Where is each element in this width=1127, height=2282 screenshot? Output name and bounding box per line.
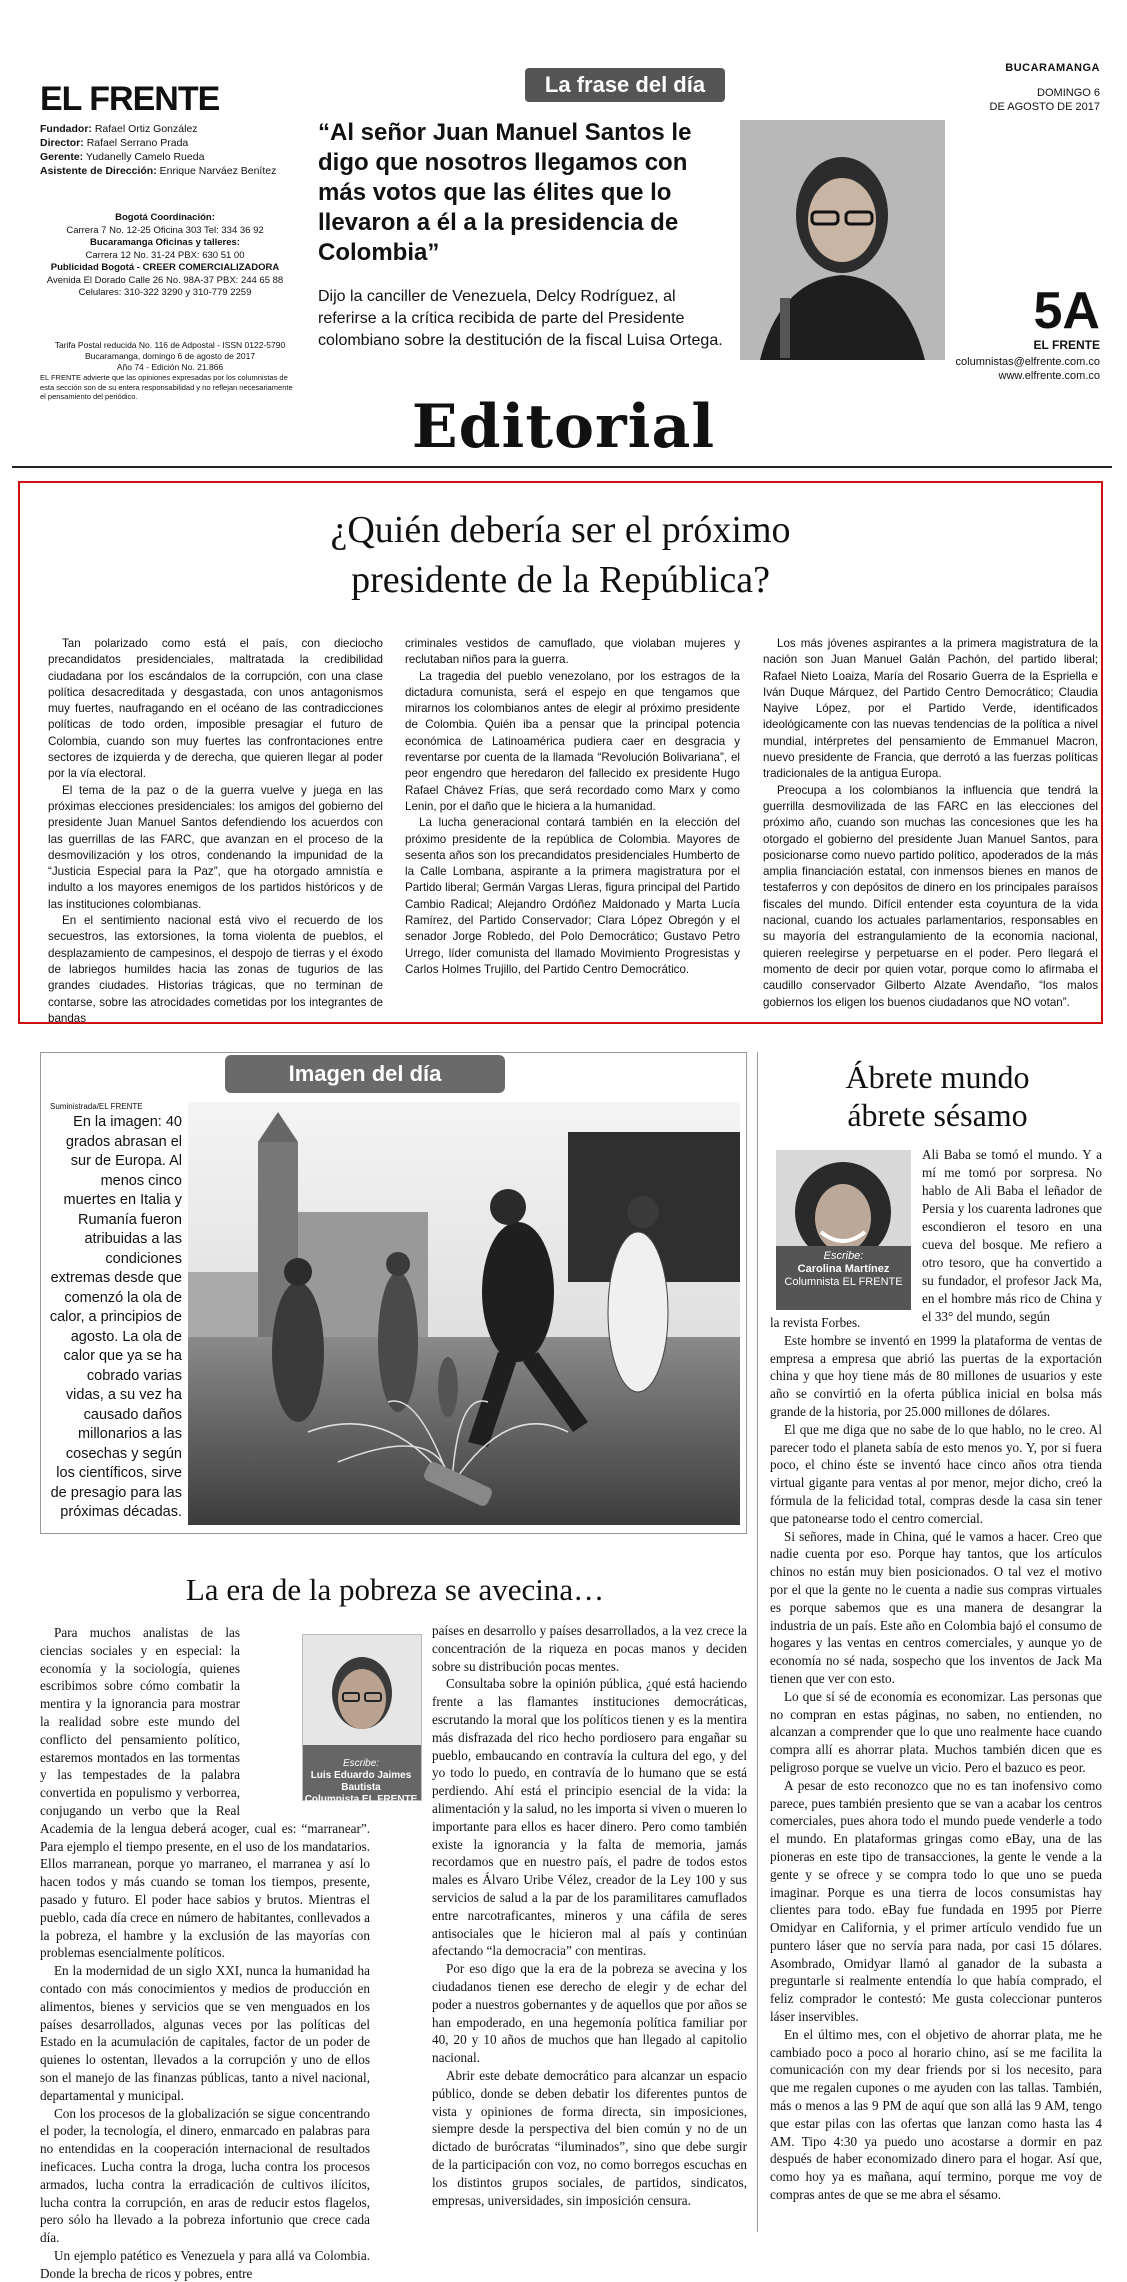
- paragraph: La lucha generacional contará también en la elección del próximo presidente de la república de Colombia. Mayores de sesenta años son los precandidatos presidenciales Humberto de la Calle Lombana, aspirante a la primera magistratura por el Partido liberal; Germán Vargas Lleras, figura principal del Partido Cambio Radical; Alejandro Ordóñez Maldonado y Marta Lucía Ramírez, del Partido Conservador; Clara López Obregón y el senador Jorge Robledo, del Polo Democrático; Gustavo Petro Urrego, líder comunista del llamado Movimiento Progresistas y Carlos Holmes Trujillo, del Partido Centro Democrático.: [405, 816, 740, 976]
- section-divider: [12, 466, 1112, 468]
- quote-of-the-day: “Al señor Juan Manuel Santos le digo que nosotros llegamos con más votos que las élites que lo llevaron a él a la presidencia de Colombia”: [318, 119, 692, 266]
- author-role: Columnista EL FRENTE: [304, 1794, 418, 1805]
- heatwave-photo: [188, 1102, 740, 1525]
- paragraph: Si señores, made in China, qué le vamos a hacer. Creo que nadie cuenta por eso. Porque hay tantos, que los artículos chinos no están muy bien posicionados. O tal vez el motivo por el que la gente no le cuenta a nadie sus compras virtuales es porque sabemos que es una manera de desangrar la industria de un país. Este año en Colombia bajó el consumo de hogares y las ventas en centros comerciales, y aunque yo de economía no sé nada, sospecho que los inventos de Jack Ma tienen que ver con esto.: [770, 1528, 1102, 1686]
- contact-line: Carrera 7 No. 12-25 Oficina 303 Tel: 334 36 92: [66, 224, 264, 236]
- contact-line: Celulares: 310-322 3290 y 310-779 2259: [78, 287, 252, 298]
- contact-info: [40, 212, 290, 300]
- tarifa-line: Año 74 - Edición No. 21.866: [116, 362, 224, 372]
- quote-caption: Dijo la canciller de Venezuela, Delcy Rodríguez, al referirse a la crítica recibida de parte del Presidente colombiano sobre la destitución de la fiscal Luisa Ortega.: [318, 288, 723, 349]
- byline-prefix: Escribe:: [342, 1758, 380, 1769]
- image-of-the-day-label: Imagen del día: [225, 1055, 505, 1093]
- paragraph: A pesar de esto reconozco que no es tan inofensivo como parece, pues también presiento que se van a acabar los centros comerciales, pues ahora todo el mundo puede venderle a todo el mundo. En plataformas gringas como eBay, una de las pioneras en este tipo de transacciones, la gente le vende a la gente y se ofrece y se compra todo lo que uno se pueda imaginar. Porque es una tierra de locos consumistas hay clientes para todo. eBay fue fundada en 1995 por Pierre Omidyar en California, y el primer artículo vendido fue un puntero láser que no servía para nada, por casi 15 dólares. Asombrado, Omidyar llamó al ganador de la subasta a preguntarle si realmente entendía lo que había comprado, el feliz comprador le contestó: Me gusta coleccionar punteros láser inservibles.: [770, 1777, 1102, 2025]
- author-name: Luis Eduardo Jaimes Bautista: [310, 1770, 412, 1793]
- paragraph: El tema de la paz o de la guerra vuelve y juega en las próximas elecciones presidenciales: los amigos del gobierno del presidente Juan Manuel Santos defendiendo los acuerdos con las guerrillas de las FARC, que avanzan en el proceso de la desmovilización y los otros, condenando la impunidad de la “Justicia Especial para la Paz”, que ha otorgado amnistía e indulto a los mayores enemigos de los partidos históricos y de las instituciones colombianas.: [48, 783, 383, 911]
- photo-credit: Suministrada/EL FRENTE: [50, 1102, 143, 1111]
- paragraph: Abrir este debate democrático para alcanzar un espacio público, donde se deben debatir los diferentes puntos de vista y opiniones de forma directa, sin imposiciones, siempre desde la perspectiva del bien común y no de un dictado de burócratas “iluminados”, sino que debe surgir de la participación con voz, no como borregos escuchas en los distintos grupos sociales, de partidos, sindicatos, empresas, universidades, sin imposición censura.: [432, 2067, 747, 2208]
- article-headline: La era de la pobreza se avecina…: [185, 1572, 605, 1607]
- paragraph: Preocupa a los colombianos la influencia que tendrá la guerrilla desmovilizada de las FARC en las elecciones del próximo año, cuando son muchas las concesiones que les ha otorgado el gobierno del presidente Juan Manuel Santos, para posicionarse como nuevo partido político, apoderados de la más amplia financiación estatal, con inmensos bienes en manos de testaferros y con depósitos de dinero en los principales paraísos fiscales del mundo. Difícil entender esta coyuntura de la vida nacional, cuando los actuales parlamentarios, responsables en su mayoría del estrangulamiento de la economía nacional, quieren reelegirse y perpetuarse en el poder. Pero llegará el momento de decir por quien votar, porque como lo afirmaba el caudillo conservador Gilberto Alzate Avendaño, “los malos gobiernos los eligen los buenos ciudadanos que NO votan”.: [763, 783, 1098, 1009]
- paragraph: Un ejemplo patético es Venezuela y para allá va Colombia. Donde la brecha de ricos y pobres, entre: [40, 2247, 370, 2281]
- paragraph: En el último mes, con el objetivo de ahorrar plata, me he cambiado poco a poco al horario chino, así se me facilita la comunicación con my dear friends por si los necesito, para que me regalen cupones o me ayuden con las tallas. También, más o menos a las 9 PM de aquí que son allá las 9 AM, tengo que estar pilas con las ofertas que lanzan como hasta las 4 AM. Tipo 4:30 ya puedo uno acostarse a dormir en paz después de haber economizado dinero para el hogar. Así que, como hoy ya es mañana, aquí termino, porque me voy de compras antes de que se me abra el sésamo.: [770, 2026, 1102, 2203]
- author-name: Carolina Martínez: [797, 1263, 890, 1275]
- paragraph: Consultaba sobre la opinión pública, ¿qué está haciendo frente a las flamantes instituciones democráticas, escrutando la moral que los políticos tienen y es la mentira más disfrazada del rico hecho pordiosero para engañar su pueblo, embaucando en contravía la cultura del ego, y del yo todo lo puedo, en contravía de lo humano que se está perdiendo. Ahí está el principio esencial de la vida: la alimentación y la salud, no les importa si viven o mueren lo importante para ellos es hacer dinero. Pero como también existe la ignorancia y la falta de memoria, jamás recordamos que en nuestro país, el padre de todos estos males es Álvaro Uribe Vélez, creador de la Ley 100 y sus servicios de salud a la par de los paramilitares camuflados entre narcotraficantes, mineros y una cáfila de seres antisociales que le hicieron mal al país y continúan afectando “la democracia” con mentiras.: [432, 1676, 747, 1959]
- paragraph: Para muchos analistas de las ciencias sociales y en especial: la economía y la sociología, quienes escribimos sobre cómo combatir la mentira y la ignorancia para mostrar la realidad sobre este mundo del conflicto del pensamiento político, estaremos montados en las tormentas y las tempestades de la palabra convertida en populismo y verborrea, conjugando un verbo que la Real Academia de la lengua deberá acoger, cual es: “marranear”. Para ejemplo el tiempo presente, en el uso de los mandatarios. Ellos marranean, porque yo marraneo, el marranea y así lo hacen todos y más cuando se toman los tiempos, presente, pasado y futuro. El poder hace sabios y brutos. Mientras el pueblo, cada día crece en número de habitantes, conllevados a la pobreza, el hambre y la exclusión de las mayorías con problemas esencialmente políticos.: [40, 1625, 370, 1961]
- editorial-column-2: [405, 636, 740, 978]
- staff-line: Director: Rafael Serrano Prada: [40, 137, 189, 149]
- paragraph: Ali Baba se tomó el mundo. Y a mí me tomó por sorpresa. No hablo de Ali Baba el leñador de Persia y los cuarenta ladrones que escondieron el tesoro en una cueva del bosque. Me refiero a otro tesoro, que ha convertido a su fundador, el profesor Jack Ma, en el hombre más rico de China y el 33° del mundo, según: [922, 1147, 1102, 1324]
- paragraph: países en desarrollo y países desarrollados, a la vez crece la concentración de la riqueza en pocas manos y deciden sobre su distribución pocas mentes.: [432, 1623, 747, 1674]
- staff-list: [40, 122, 290, 178]
- staff-line: Gerente: Yudanelly Camelo Rueda: [40, 151, 205, 163]
- page-brand: EL FRENTE: [1033, 338, 1100, 352]
- columnist-byline: [776, 1250, 911, 1289]
- frase-del-dia-label: La frase del día: [525, 68, 725, 102]
- paragraph: Los más jóvenes aspirantes a la primera magistratura de la nación son Juan Manuel Galán Pachón, del partido liberal; Rafael Nieto Loaiza, María del Rosario Guerra de la Espriella e Iván Duque Márquez, del Partido Centro Democrático; Claudia Nayive López, por el Partido Verde, identificados ideológicamente con las nuevas tendencias de la política a nivel mundial, intérpretes del pensamiento de Emmanuel Macron, nuevo presidente de Francia, que derrotó a las fuerzas políticas tradicionales de la antigua Europa.: [763, 637, 1098, 781]
- paragraph: criminales vestidos de camuflado, que violaban mujeres y reclutaban niños para la guerra.: [405, 637, 740, 667]
- heatwave-illustration: [188, 1102, 740, 1525]
- paragraph: En la modernidad de un siglo XXI, nunca la humanidad ha contado con más conocimientos y medios de producción en alimentos, bienes y servicios que se ven menguados en los países desarrollados, algunas veces por las políticas del Estado en la acumulación de capitales, factor de un poder de quienes lo ostentan, llevados a la corrupción y uno de ellos son el manejo de las finanzas públicas, tanto a nivel nacional, departamental y municipal.: [40, 1963, 370, 2103]
- paragraph: En el sentimiento nacional está vivo el recuerdo de los secuestros, las extorsiones, la toma violenta de pueblos, el desplazamiento de campesinos, el despojo de tierras y el éxodo de labriegos humildes hacia las zonas de tugurios de las grandes ciudades. Historias trágicas, que no terminan de contarse, sobre las atrocidades cometidas por los integrantes de bandas: [48, 914, 383, 1025]
- edition-date: DOMINGO 6 DE AGOSTO DE 2017: [989, 87, 1100, 113]
- tarifa-line: Bucaramanga, domingo 6 de agosto de 2017: [84, 351, 256, 361]
- headline-line: Ábrete mundo: [845, 1059, 1030, 1095]
- contact-line: Carrera 12 No. 31-24 PBX: 630 51 00: [85, 249, 245, 261]
- email-link[interactable]: columnistas@elfrente.com.co: [955, 356, 1100, 368]
- editorial-column-1: [48, 636, 383, 1027]
- website-link[interactable]: www.elfrente.com.co: [998, 370, 1100, 382]
- contact-line: Bucaramanga Oficinas y talleres:: [90, 237, 240, 248]
- photo-caption: En la imagen: 40 grados abrasan el sur de Europa. Al menos cinco muertes en Italia y Rumanía fueron atribuidas a las condiciones extremas desde que comenzó la ola de calor, a principios de agosto. La ola de calor que ya se ha cobrado varias vidas, a su vez ha causado daños millonarios a las cosechas y según los científicos, sirve de presagio para las próximas décadas.: [49, 1114, 182, 1520]
- portrait-illustration: [740, 120, 945, 360]
- staff-line: Asistente de Dirección: Enrique Narváez Benítez: [40, 165, 277, 177]
- column-headline: [775, 1058, 1100, 1134]
- portrait-photo: [740, 120, 945, 360]
- author-role: Columnista EL FRENTE: [784, 1276, 903, 1288]
- paragraph: la revista Forbes.: [770, 1315, 861, 1330]
- paragraph: Lo que sí sé de economía es economizar. Las personas que no compran en estas páginas, no saben, no entienden, no alcanzan a comprender que lo que uno realmente hace cuando compra allí es ahorrar plata. Muchos también dicen que es peligroso porque se vuelve un vicio. Pero el bazuco es peor.: [770, 1688, 1102, 1775]
- page-number: 5A: [1033, 282, 1100, 340]
- article-column-2: [432, 1622, 747, 2209]
- contact-line: Bogotá Coordinación:: [115, 212, 215, 223]
- column-divider: [757, 1052, 758, 2232]
- headline-line: ábrete sésamo: [847, 1097, 1028, 1133]
- contact-line: Avenida El Dorado Calle 26 No. 98A-37 PBX: 244 65 88: [46, 274, 284, 286]
- staff-line: Fundador: Rafael Ortiz González: [40, 123, 198, 135]
- byline-prefix: Escribe:: [823, 1250, 864, 1262]
- section-title: Editorial: [411, 392, 716, 462]
- paragraph: El que me diga que no sabe de lo que hablo, no le creo. Al parecer todo el planeta sabía de esto menos yo. Y, por si fuera poco, el chino éste se inventó hace cinco años otra tienda virtual gigante para ventas al por menor, mejor dicho, creó la fórmula de la felicidad total, compras desde la casa sin tener que patonearse todo el centro comercial.: [770, 1421, 1102, 1526]
- headline-line: ¿Quién debería ser el próximo: [330, 509, 791, 551]
- disclaimer: EL FRENTE advierte que las opiniones expresadas por los columnistas de esta sección son de su entera responsabilidad y no reflejan necesariamente el pensamiento del periódico.: [40, 373, 293, 401]
- contact-links: [900, 355, 1100, 383]
- tarifa-line: Tarifa Postal reducida No. 116 de Adpostal - ISSN 0122-5790: [54, 340, 286, 350]
- author-byline: [302, 1758, 420, 1806]
- masthead-logo: EL FRENTE: [40, 80, 220, 118]
- article-text: [432, 1622, 747, 2209]
- headline-line: presidente de la República?: [351, 559, 770, 601]
- contact-line: Publicidad Bogotá - CREER COMERCIALIZADORA: [50, 262, 280, 273]
- column-intro: [922, 1146, 1102, 1326]
- column-body: [770, 1314, 1102, 2204]
- paragraph: Este hombre se inventó en 1999 la plataforma de ventas de empresa a empresa que abrió las puertas de la exportación china y que hoy tiene más de 80 millones de usuarios y este año se convirtió en la oferta pública inicial en bolsa más grande de la historia, por 25.000 millones de dólares.: [770, 1332, 1102, 1419]
- paragraph: Por eso digo que la era de la pobreza se avecina y los ciudadanos tienen ese derecho de elegir y de echar del poder a nuestros gobernantes y de aquellos que por años se han empoderado, en una hegemonía política familiar por 40, 20 y 10 años de muchos que han llegado al capitolio nacional.: [432, 1961, 747, 2066]
- paragraph: La tragedia del pueblo venezolano, por los estragos de la dictadura comunista, será el espejo en que tengamos que mirarnos los colombianos antes de elegir al próximo presidente de Colombia. Quién iba a pensar que la principal potencia económica de Latinoamérica pudiera caer en desgracia y reventarse por cuenta de la llamada “Revolución Bolivariana”, el peor engendro que heredaron del fallecido ex presidente Hugo Rafael Chávez Frías, que será recordado como Marx y como Lenin, por el daño que le hiciera a la humanidad.: [405, 669, 740, 813]
- editorial-headline: [18, 505, 1103, 605]
- editorial-column-3: [763, 636, 1098, 1011]
- paragraph: Con los procesos de la globalización se sigue concentrando el poder, la tecnología, el dinero, enmarcado en palabras para no entendidas en la cooperación internacional de resultados ineficaces. Lucha contra la droga, lucha contra los procesos armados, lucha contra la erradicación de cultivos ilícitos, lucha contra la corrupción, en aras de reducir estos flagelos, pero sólo ha llevado a la pobreza infortunio que crece cada día.: [40, 2105, 370, 2246]
- paragraph: Tan polarizado como está el país, con dieciocho precandidatos presidenciales, maltratada la credibilidad ciudadana por los escándalos de la corrupción, con una clase política desacreditada y desgastada, con unos antagonismos muy fuertes, naufragando en el océano de las contradicciones políticas de todo orden, imposible presagiar el futuro de Colombia, cuando son muy fuertes las confrontaciones entre sectores de izquierda y de derecha, que quieren llegar al poder por la vía electoral.: [48, 637, 383, 781]
- city-name: BUCARAMANGA: [1005, 62, 1100, 74]
